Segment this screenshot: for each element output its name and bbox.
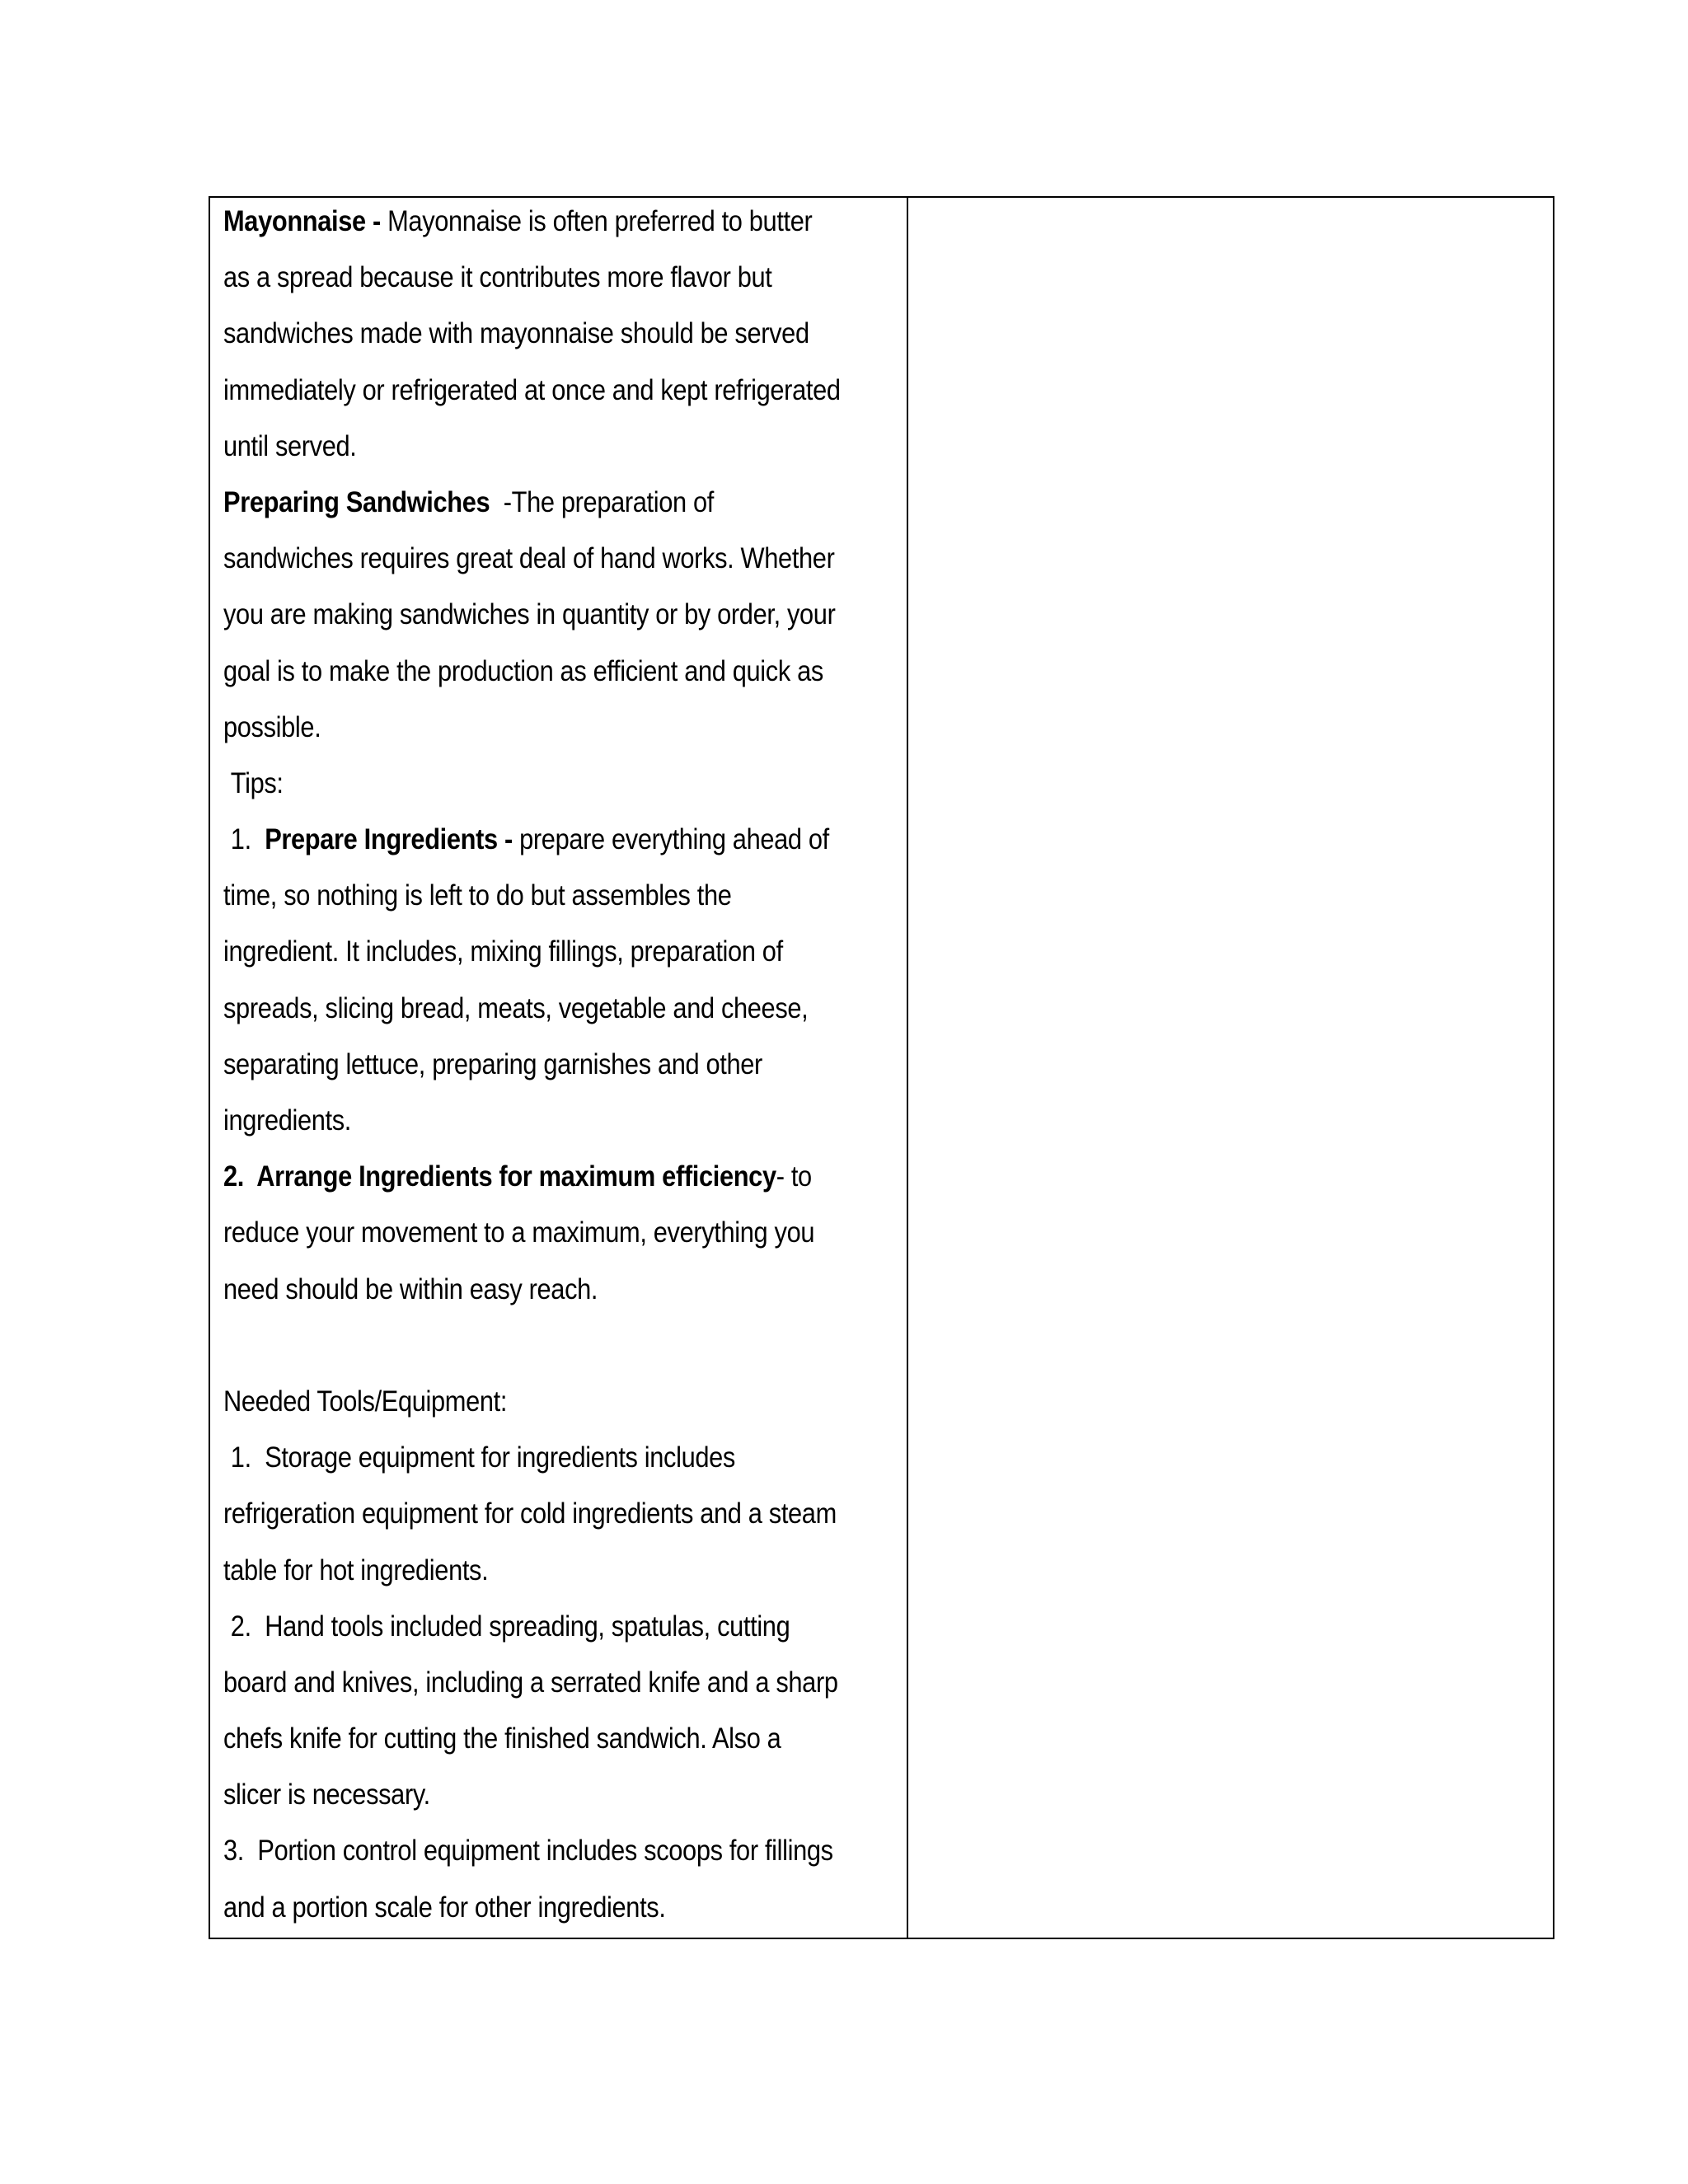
tip-1-number: 1. [230, 823, 265, 856]
tip-1-line-1 [223, 812, 903, 868]
tip-1-line-2: time, so nothing is left to do but assembles the [223, 879, 732, 912]
tool-3-line-2: and a portion scale for other ingredients. [223, 1891, 666, 1924]
tips-label: Tips: [230, 766, 284, 799]
tip-1-heading: Prepare Ingredients - [265, 823, 513, 856]
tool-2-line-2: board and knives, including a serrated knife and a sharp [223, 1666, 838, 1699]
tool-1-line-3: table for hot ingredients. [223, 1554, 489, 1586]
mayonnaise-line-2: as a spread because it contributes more flavor but [223, 261, 772, 294]
blank-line [223, 1318, 903, 1374]
tip-2-line-3: need should be within easy reach. [223, 1272, 598, 1305]
tip-1-line-3: ingredient. It includes, mixing fillings, preparation of [223, 935, 783, 968]
preparing-line-4: goal is to make the production as efficient and quick as [223, 654, 823, 687]
preparing-line-2: sandwiches requires great deal of hand works. Whether [223, 542, 835, 575]
tool-2-line-4: slicer is necessary. [223, 1779, 430, 1811]
mayonnaise-line-3: sandwiches made with mayonnaise should be served [223, 317, 809, 350]
tip-2-line-2: reduce your movement to a maximum, everything you [223, 1216, 815, 1249]
preparing-heading: Preparing Sandwiches [223, 485, 490, 518]
preparing-text: -The preparation of [490, 485, 715, 518]
tip-1-line-4: spreads, slicing bread, meats, vegetable and cheese, [223, 991, 809, 1024]
tip-2-line-1 [223, 1149, 903, 1205]
content-table [209, 196, 1554, 1939]
left-column-cell [210, 198, 908, 1938]
tip-1-line-6: ingredients. [223, 1104, 352, 1137]
mayonnaise-heading: Mayonnaise - [223, 205, 381, 237]
tool-3-line-1: 3. Portion control equipment includes scoops for fillings [223, 1835, 833, 1868]
tip-2-heading: 2. Arrange Ingredients for maximum efficiency [223, 1160, 776, 1193]
preparing-line-3: you are making sandwiches in quantity or by order, your [223, 598, 836, 631]
right-column-cell [908, 198, 1553, 1938]
preparing-line-1 [223, 475, 903, 531]
mayonnaise-line-1 [223, 194, 903, 250]
tool-1-line-1: 1. Storage equipment for ingredients includes [230, 1441, 735, 1474]
tip-1-line-5: separating lettuce, preparing garnishes and other [223, 1047, 762, 1080]
tools-label: Needed Tools/Equipment: [223, 1385, 508, 1418]
mayonnaise-line-4: immediately or refrigerated at once and kept refrigerated [223, 373, 841, 406]
lesson-text [223, 194, 903, 1936]
tool-2-line-1: 2. Hand tools included spreading, spatulas, cutting [230, 1610, 790, 1643]
mayonnaise-line-5: until served. [223, 429, 357, 462]
tip-2-text: - to [776, 1160, 812, 1193]
tip-1-text: prepare everything ahead of [512, 823, 829, 856]
tool-2-line-3: chefs knife for cutting the finished sandwich. Also a [223, 1722, 781, 1755]
tool-1-line-2: refrigeration equipment for cold ingredients and a steam [223, 1497, 837, 1530]
mayonnaise-text: Mayonnaise is often preferred to butter [380, 205, 813, 237]
preparing-line-5: possible. [223, 710, 321, 743]
